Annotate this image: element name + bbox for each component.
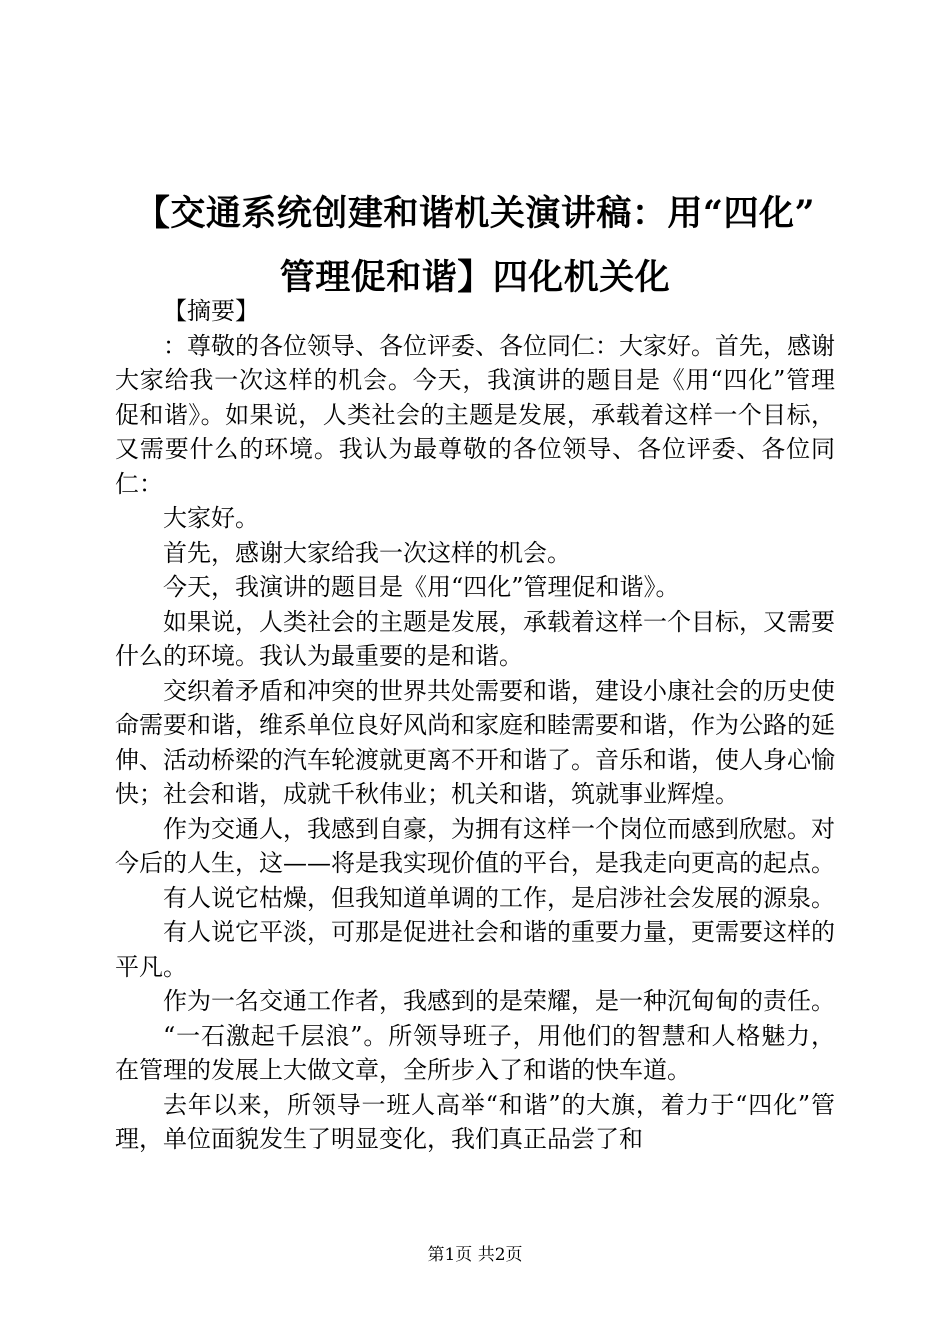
paragraph: 有人说它平淡，可那是促进社会和谐的重要力量，更需要这样的平凡。 bbox=[115, 918, 835, 981]
abstract-label: 【摘要】 bbox=[163, 297, 259, 325]
paragraph: 大家好。 bbox=[163, 504, 259, 532]
title-line-1: 【交通系统创建和谐机关演讲稿：用“四化” bbox=[134, 193, 816, 234]
paragraph: 今天，我演讲的题目是《用“四化”管理促和谐》。 bbox=[163, 573, 680, 601]
paragraph: 有人说它枯燥，但我知道单调的工作，是启涉社会发展的源泉。 bbox=[163, 883, 835, 912]
paragraph: 作为一名交通工作者，我感到的是荣耀，是一种沉甸甸的责任。 bbox=[163, 987, 835, 1015]
paragraph: ：尊敬的各位领导、各位评委、各位同仁：大家好。首先，感谢大家给我一次这样的机会。今天，我演讲的题目是《用“四化”管理促和谐》。如果说，人类社会的主题是发展，承载着这样一个目标，又需要什么的环境。我认为最尊敬的各位领导、各位评委、各位同仁： bbox=[115, 331, 835, 498]
paragraph: 去年以来，所领导一班人高举“和谐”的大旗，着力于“四化”管理，单位面貌发生了明显变化，我们真正品尝了和 bbox=[115, 1090, 835, 1153]
page-footer: 第1页 共2页 bbox=[427, 1245, 523, 1265]
paragraph: 如果说，人类社会的主题是发展，承载着这样一个目标，又需要什么的环境。我认为最重要的是和谐。 bbox=[115, 607, 835, 670]
document-title bbox=[100, 182, 850, 310]
paragraph: 作为交通人，我感到自豪，为拥有这样一个岗位而感到欣慰。对今后的人生，这——将是我实现价值的平台，是我走向更高的起点。 bbox=[115, 814, 835, 877]
paragraph: “一石激起千层浪”。所领导班子，用他们的智慧和人格魅力，在管理的发展上大做文章，全所步入了和谐的快车道。 bbox=[115, 1021, 835, 1084]
paragraph: 首先，感谢大家给我一次这样的机会。 bbox=[163, 538, 571, 567]
title-line-2: 管理促和谐】四化机关化 bbox=[279, 257, 671, 298]
paragraph: 交织着矛盾和冲突的世界共处需要和谐，建设小康社会的历史使命需要和谐，维系单位良好风尚和家庭和睦需要和谐，作为公路的延伸、活动桥梁的汽车轮渡就更离不开和谐了。音乐和谐，使人身心愉快；社会和谐，成就千秋伟业；机关和谐，筑就事业辉煌。 bbox=[115, 676, 835, 808]
document-body bbox=[115, 294, 835, 1157]
